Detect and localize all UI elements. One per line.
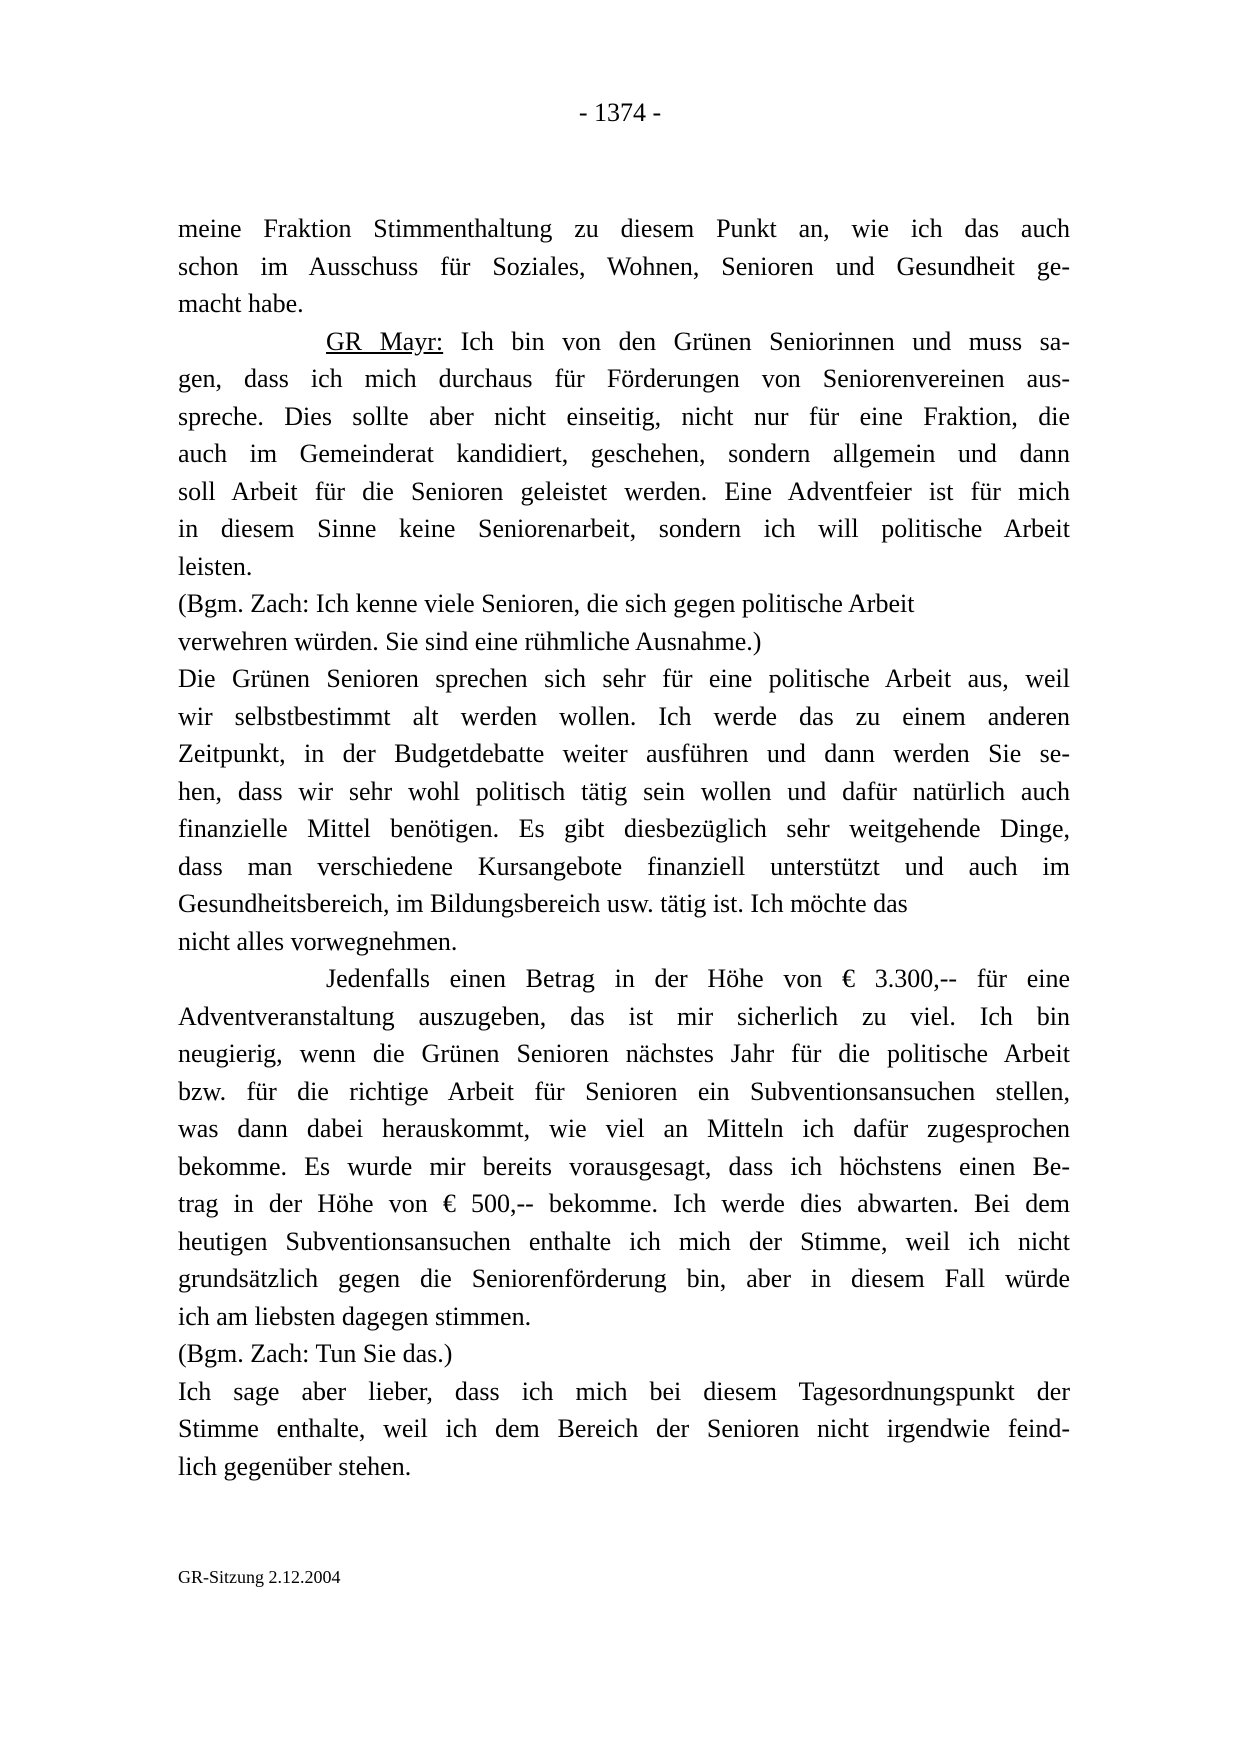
text-line: soll Arbeit für die Senioren geleistet werden. Eine Adventfeier ist für mich [178,476,1070,506]
text-line: auch im Gemeinderat kandidiert, geschehen, sondern allgemein und dann [178,439,1070,468]
text-line: lich gegenüber stehen. [178,1451,412,1481]
text-line: Stimme enthalte, weil ich dem Bereich der Senioren nicht irgendwie feind- [178,1414,1070,1443]
text-line: ich am liebsten dagegen stimmen. [178,1301,532,1331]
text-line: Die Grünen Senioren sprechen sich sehr für eine politische Arbeit aus, weil [178,664,1070,693]
text-line: Zeitpunkt, in der Budgetdebatte weiter ausführen und dann werden Sie se- [178,739,1070,768]
speaker-label: GR Mayr: [326,326,444,356]
text-line: Jedenfalls einen Betrag in der Höhe von € 3.300,-- für eine [326,964,1070,993]
indented-line [178,960,1070,998]
text-line: bzw. für die richtige Arbeit für Senioren ein Subventionsansuchen stellen, [178,1076,1070,1106]
text-line: heutigen Subventionsansuchen enthalte ich mich der Stimme, weil ich nicht [178,1226,1070,1256]
text-line: macht habe. [178,289,304,318]
text-line: (Bgm. Zach: Ich kenne viele Senioren, die sich gegen politische Arbeit [178,589,915,618]
document-body [178,210,1070,1485]
text-line: grundsätzlich gegen die Seniorenförderung bin, aber in diesem Fall würde [178,1264,1070,1293]
text-line: (Bgm. Zach: Tun Sie das.) [178,1339,453,1368]
text-line: was dann dabei herauskommt, wie viel an Mitteln ich dafür zugesprochen [178,1114,1070,1143]
text-line: Ich bin von den Grünen Seniorinnen und muss sa- [443,326,1070,356]
text-line: Adventveranstaltung auszugeben, das ist mir sicherlich zu viel. Ich bin [178,1001,1070,1031]
text-line: neugierig, wenn die Grünen Senioren nächstes Jahr für die politische Arbeit [178,1039,1070,1068]
text-line: gen, dass ich mich durchaus für Förderungen von Seniorenvereinen aus- [178,364,1070,393]
text-line: meine Fraktion Stimmenthaltung zu diesem Punkt an, wie ich das auch [178,214,1070,243]
text-line: bekomme. Es wurde mir bereits vorausgesagt, dass ich höchstens einen Be- [178,1151,1070,1181]
text-line: leisten. [178,551,253,581]
text-line: Ich sage aber lieber, dass ich mich bei diesem Tagesordnungspunkt der [178,1376,1070,1406]
speaker-line [178,323,1070,361]
text-line: trag in der Höhe von € 500,-- bekomme. Ich werde dies abwarten. Bei dem [178,1189,1070,1218]
text-line: finanzielle Mittel benötigen. Es gibt diesbezüglich sehr weitgehende Dinge, [178,814,1070,843]
text-line: Gesundheitsbereich, im Bildungsbereich usw. tätig ist. Ich möchte das [178,889,908,918]
text-line: in diesem Sinne keine Seniorenarbeit, sondern ich will politische Arbeit [178,514,1070,543]
page-number: - 1374 - [578,98,662,127]
text-line: hen, dass wir sehr wohl politisch tätig sein wollen und dafür natürlich auch [178,776,1070,806]
text-line: wir selbstbestimmt alt werden wollen. Ich werde das zu einem anderen [178,701,1070,731]
text-line: schon im Ausschuss für Soziales, Wohnen, Senioren und Gesundheit ge- [178,251,1070,281]
text-line: spreche. Dies sollte aber nicht einseitig, nicht nur für eine Fraktion, die [178,401,1070,431]
text-line: verwehren würden. Sie sind eine rühmliche Ausnahme.) [178,626,762,656]
text-line: dass man verschiedene Kursangebote finanziell unterstützt und auch im [178,851,1070,881]
text-line: nicht alles vorwegnehmen. [178,926,458,956]
footer-session-date: GR-Sitzung 2.12.2004 [178,1567,341,1587]
